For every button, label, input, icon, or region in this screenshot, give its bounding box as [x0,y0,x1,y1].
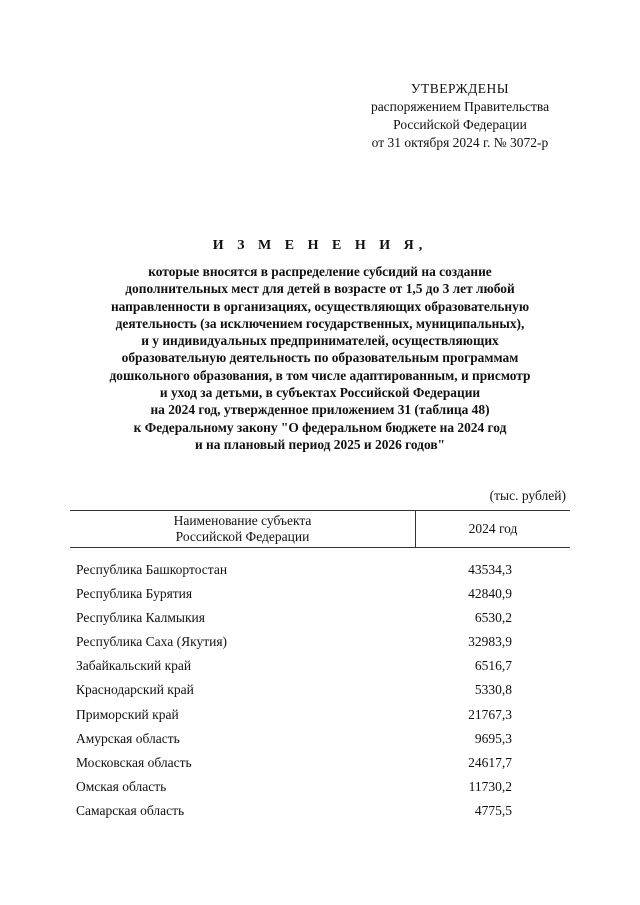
table-row [70,779,570,803]
approval-heading: УТВЕРЖДЕНЫ [410,81,510,96]
subtitle-line: которые вносятся в распределение субсидий на создание [148,264,492,279]
table-header [70,510,570,548]
row-value: 42840,9 [468,586,512,602]
row-value: 32983,9 [468,634,512,650]
table-row [70,586,570,610]
approval-line-1: распоряжением Правительства [370,99,550,114]
subtitle-line: и у индивидуальных предпринимателей, осуществляющих [141,333,499,349]
table-row [70,803,570,827]
row-value: 43534,3 [468,562,512,577]
table-body [70,562,570,827]
header-region-line-1: Наименование субъекта [173,513,312,528]
subtitle-line: и на плановый период 2025 и 2026 годов" [194,436,445,452]
subtitle-line: образовательную деятельность по образовательным программам [121,350,519,366]
table-row [70,610,570,634]
row-value: 6516,7 [474,658,512,674]
subtitle-line: дополнительных мест для детей в возрасте от 1,5 до 3 лет любой [125,281,515,297]
document-title: И З М Е Н Е Н И Я, [212,238,428,253]
row-region-name: Омская область [76,778,167,794]
row-region-name: Республика Башкортостан [76,562,228,577]
row-region-name: Краснодарский край [76,682,194,698]
units-label: (тыс. рублей) [489,488,566,503]
subtitle-line: деятельность (за исключением государственных, муниципальных), [115,315,525,331]
header-region-line-2: Российской Федерации [175,529,310,544]
document-subtitle [70,263,570,453]
subtitle-line: на 2024 год, утвержденное приложением 31 (таблица 48) [150,402,490,418]
approval-line-2: Российской Федерации [393,117,527,132]
subsidy-table [70,510,570,818]
row-value: 24617,7 [468,754,512,770]
subtitle-line: и уход за детьми, в субъектах Российской Федерации [159,385,481,401]
row-value: 4775,5 [474,802,512,818]
table-row [70,707,570,731]
subtitle-line: направленности в организациях, осуществляющих образовательную [110,298,530,314]
approval-line-3: от 31 октября 2024 г. № 3072-р [371,135,549,150]
table-row [70,755,570,779]
table-row [70,562,570,586]
row-region-name: Приморский край [76,706,179,722]
subtitle-line: к Федеральному закону "О федеральном бюджете на 2024 год [133,419,507,435]
row-region-name: Московская область [76,754,192,770]
row-region-name: Республика Саха (Якутия) [76,634,228,650]
table-row [70,634,570,658]
row-value: 6530,2 [474,610,512,626]
row-value: 21767,3 [468,706,512,722]
row-region-name: Республика Бурятия [76,586,193,602]
table-row [70,658,570,682]
row-value: 11730,2 [468,778,512,794]
row-value: 5330,8 [474,682,512,698]
table-row [70,682,570,706]
approval-stamp [340,80,580,152]
row-region-name: Республика Калмыкия [76,610,205,626]
row-region-name: Забайкальский край [76,658,192,674]
row-value: 9695,3 [474,730,512,746]
table-row [70,731,570,755]
row-region-name: Амурская область [76,730,180,746]
subtitle-line: дошкольного образования, в том числе адаптированным, и присмотр [109,367,531,383]
header-region-name [70,511,415,547]
row-region-name: Самарская область [76,802,185,818]
header-year: 2024 год [468,521,518,536]
